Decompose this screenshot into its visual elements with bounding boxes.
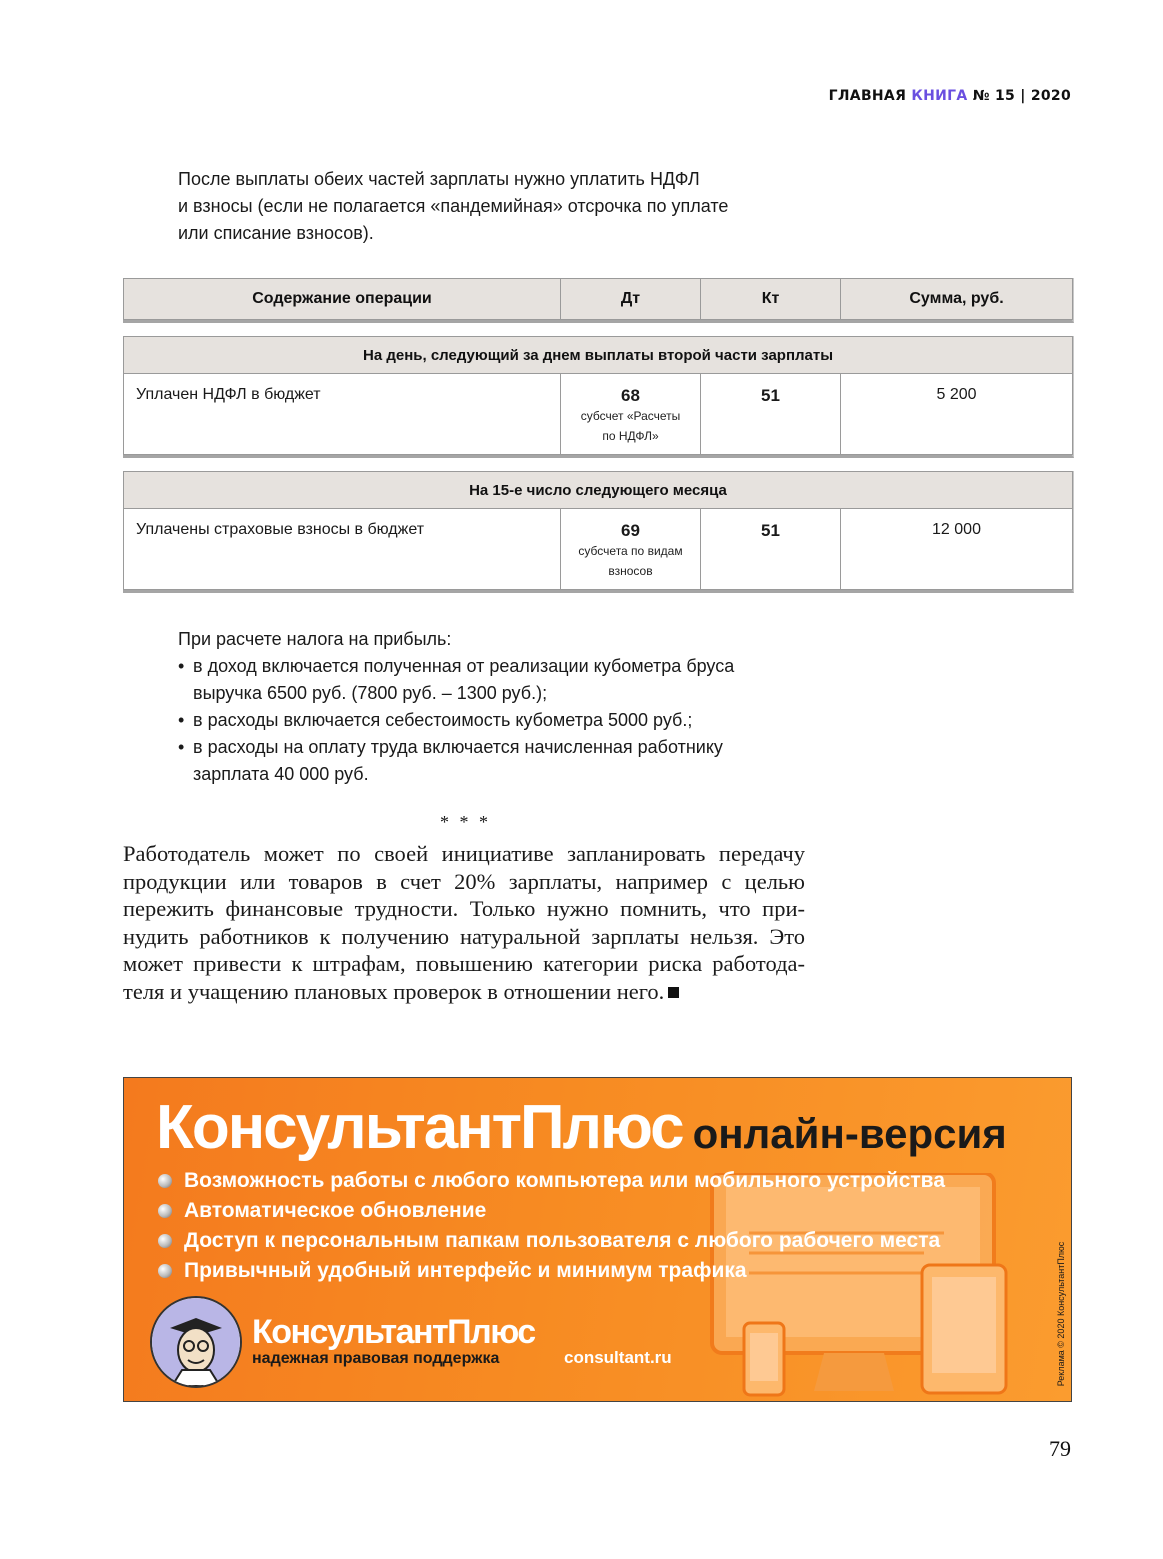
operation-cell: Уплачен НДФЛ в бюджет [124, 374, 561, 455]
ad-features-list [156, 1166, 945, 1286]
profit-tax-paragraph [178, 626, 798, 788]
magazine-header [829, 88, 1071, 104]
ad-copyright [1051, 1241, 1071, 1387]
ad-feature-item [156, 1256, 945, 1286]
ad-feature-text: Возможность работы с любого компьютера или мобильного устройства [184, 1169, 945, 1192]
list-item-line: выручка 6500 руб. (7800 руб. – 1300 руб.); [193, 683, 548, 703]
page-number: 79 [1049, 1436, 1071, 1461]
magazine-title-part1: ГЛАВНАЯ [828, 88, 907, 104]
debit-subaccount: по НДФЛ» [602, 429, 659, 443]
amount-cell: 5 200 [841, 374, 1073, 455]
bullet-icon [158, 1174, 172, 1188]
debit-account: 69 [621, 521, 640, 540]
ad-feature-text: Привычный удобный интерфейс и минимум трафика [184, 1259, 747, 1282]
list-item [178, 653, 798, 707]
ad-logo-tagline: надежная правовая поддержка [252, 1350, 500, 1367]
ad-feature-item [156, 1166, 945, 1196]
conclusion-text: Работодатель может по своей инициативе запланировать передачу продукции или товаров в счет 20% зарплаты, например с целью пережить финансовые трудности. Только нужно помнить, что принудить работников к получению натуральной зарплаты нельзя. Это может привести к штрафам, повышению категории риска работодателя и учащению плановых проверок в отношении него. [123, 841, 805, 1004]
section-title: На день, следующий за днем выплаты второй части зарплаты [124, 337, 1073, 374]
table-section-1 [123, 336, 1074, 458]
issue-number: № 15 | 2020 [972, 88, 1071, 104]
magazine-title-part2: КНИГА [911, 88, 968, 104]
column-header-amount: Сумма, руб. [841, 279, 1073, 320]
debit-subaccount: взносов [608, 564, 653, 578]
list-item-line: • в расходы включается себестоимость кубометра 5000 руб.; [193, 710, 693, 730]
intro-line: и взносы (если не полагается «пандемийная» отсрочка по уплате [178, 196, 729, 216]
debit-subaccount: субсчет «Расчеты [580, 409, 681, 423]
ad-title [156, 1092, 1007, 1163]
ad-product: онлайн-версия [692, 1110, 1007, 1157]
ad-feature-text: Автоматическое обновление [184, 1199, 487, 1222]
list-item [178, 734, 798, 788]
table-header-block [123, 278, 1074, 323]
operation-cell: Уплачены страховые взносы в бюджет [124, 509, 561, 590]
ad-logo-name: КонсультантПлюс [252, 1313, 535, 1351]
list-item-line: • в доход включается полученная от реализации кубометра бруса [193, 656, 735, 676]
profit-tax-lead: При расчете налога на прибыль: [178, 629, 452, 649]
column-header-credit: Кт [701, 279, 841, 320]
conclusion-paragraph [123, 840, 805, 1005]
profit-tax-list [178, 653, 798, 788]
table-section-2 [123, 471, 1074, 593]
postings-table-section [123, 471, 1073, 590]
debit-cell [561, 374, 701, 455]
amount-cell: 12 000 [841, 509, 1073, 590]
ad-copyright-text: Реклама © 2020 КонсультантПлюс [1056, 1241, 1066, 1387]
debit-cell [561, 509, 701, 590]
section-separator: * * * [440, 812, 491, 832]
debit-account: 68 [621, 386, 640, 405]
column-header-debit: Дт [561, 279, 701, 320]
column-header-operation: Содержание операции [124, 279, 561, 320]
ad-feature-item [156, 1226, 945, 1256]
intro-paragraph [178, 166, 778, 247]
intro-line: После выплаты обеих частей зарплаты нужно уплатить НДФЛ [178, 169, 700, 189]
bullet-icon [158, 1264, 172, 1278]
consultantplus-logo [252, 1314, 535, 1368]
ad-feature-text: Доступ к персональным папкам пользователя с любого рабочего места [184, 1229, 941, 1252]
credit-account: 51 [761, 521, 780, 540]
professor-mascot-icon [150, 1296, 242, 1388]
credit-cell [701, 374, 841, 455]
table-row [124, 374, 1073, 455]
list-item [178, 707, 798, 734]
end-of-article-mark [668, 987, 679, 998]
debit-subaccount: субсчета по видам [578, 544, 683, 558]
credit-cell [701, 509, 841, 590]
list-item-line: зарплата 40 000 руб. [193, 764, 369, 784]
ad-feature-item [156, 1196, 945, 1226]
table-row [124, 509, 1073, 590]
bullet-icon [158, 1204, 172, 1218]
section-title: На 15-е число следующего месяца [124, 472, 1073, 509]
ad-url-link[interactable]: consultant.ru [564, 1348, 672, 1367]
consultantplus-ad-banner[interactable] [123, 1077, 1072, 1402]
ad-brand: КонсультантПлюс [156, 1093, 683, 1162]
postings-table-section [123, 336, 1073, 455]
list-item-line: • в расходы на оплату труда включается начисленная работнику [193, 737, 723, 757]
postings-table-header [123, 278, 1073, 320]
bullet-icon [158, 1234, 172, 1248]
intro-line: или списание взносов). [178, 223, 374, 243]
credit-account: 51 [761, 386, 780, 405]
